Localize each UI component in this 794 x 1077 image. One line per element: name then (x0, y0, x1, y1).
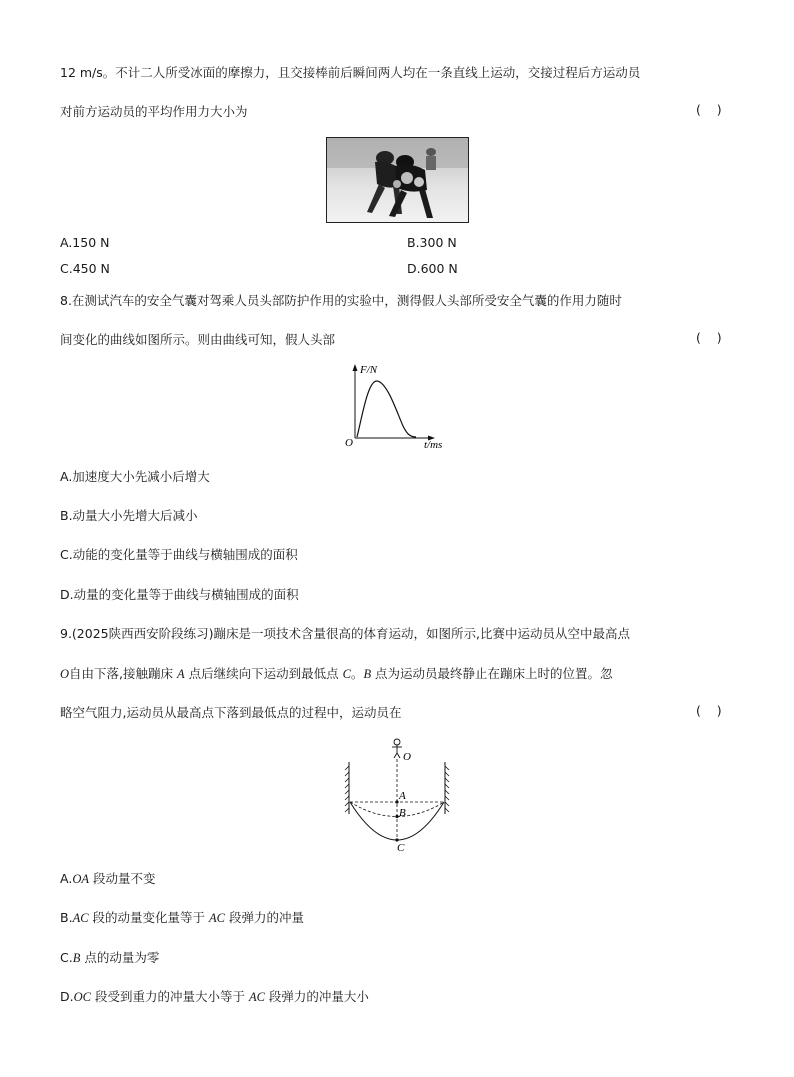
figure-label-c: C (397, 842, 405, 854)
figure-label-b: B (399, 807, 406, 819)
q7-option-b: B.300 N (407, 235, 457, 250)
figure-label-o: O (403, 751, 411, 763)
right-wall-hatch (445, 766, 449, 812)
q7-answer-paren: ( ) (696, 102, 722, 117)
q9-text-line1: 9.(2025陕西西安阶段练习)蹦床是一项技术含量很高的体育运动，如图所示,比赛中运动员从空中最高点 (60, 626, 630, 641)
point-o-label: O (60, 667, 70, 681)
athlete-body (392, 745, 402, 758)
q7-option-a: A.150 N (60, 235, 110, 250)
speed-skating-photo (326, 137, 469, 223)
q8-option-a: A.加速度大小先减小后增大 (60, 469, 210, 484)
point-b-label: B (363, 667, 372, 681)
graph-y-arrow (353, 364, 358, 371)
q9-option-b: B.AC 段的动量变化量等于 AC 段弹力的冲量 (60, 910, 304, 925)
q9-text-line2 (60, 664, 613, 682)
force-time-graph (340, 362, 460, 454)
q9-line2-seg2: 点后继续向下运动到最低点 (184, 666, 343, 681)
figure-label-a: A (399, 790, 406, 802)
q9-line2-seg4: 点为运动员最终静止在蹦床上时的位置。忽 (371, 666, 613, 681)
trampoline-figure (340, 736, 456, 856)
point-a-label: A (176, 667, 185, 681)
force-curve (357, 381, 416, 437)
q9-line2-seg3: 。 (350, 666, 364, 681)
q8-option-b: B.动量大小先增大后减小 (60, 508, 198, 523)
graph-x-label: t/ms (424, 439, 443, 451)
athlete-head (394, 739, 400, 745)
q7-option-c: C.450 N (60, 261, 110, 276)
q9-line2-seg1: 自由下落,接触蹦床 (69, 666, 177, 681)
graph-y-label: F/N (360, 364, 378, 376)
speed-skating-photo-graphic (327, 138, 468, 222)
q8-option-d: D.动量的变化量等于曲线与横轴围成的面积 (60, 587, 299, 602)
q8-option-c: C.动能的变化量等于曲线与横轴围成的面积 (60, 547, 298, 562)
q8-answer-paren: ( ) (696, 330, 722, 345)
q8-text-line2: 间变化的曲线如图所示。则由曲线可知，假人头部 (60, 332, 336, 347)
q7-text-line2: 对前方运动员的平均作用力大小为 (60, 104, 248, 119)
point-c-label: C (342, 667, 351, 681)
q8-text-line1: 8.在测试汽车的安全气囊对驾乘人员头部防护作用的实验中，测得假人头部所受安全气囊的作用力随时 (60, 293, 622, 308)
q9-option-c: C.B 点的动量为零 (60, 950, 160, 965)
q7-text-line1: 12 m/s。不计二人所受冰面的摩擦力，且交接棒前后瞬间两人均在一条直线上运动，交接过程后方运动员 (60, 65, 641, 80)
q9-text-line3: 略空气阻力,运动员从最高点下落到最低点的过程中，运动员在 (60, 705, 402, 720)
graph-origin-label: O (345, 437, 353, 449)
q9-option-d: D.OC 段受到重力的冲量大小等于 AC 段弹力的冲量大小 (60, 989, 369, 1004)
left-wall-hatch (345, 766, 349, 812)
q7-option-d: D.600 N (407, 261, 458, 276)
q9-option-a: A.OA 段动量不变 (60, 871, 156, 886)
q9-answer-paren: ( ) (696, 703, 722, 718)
